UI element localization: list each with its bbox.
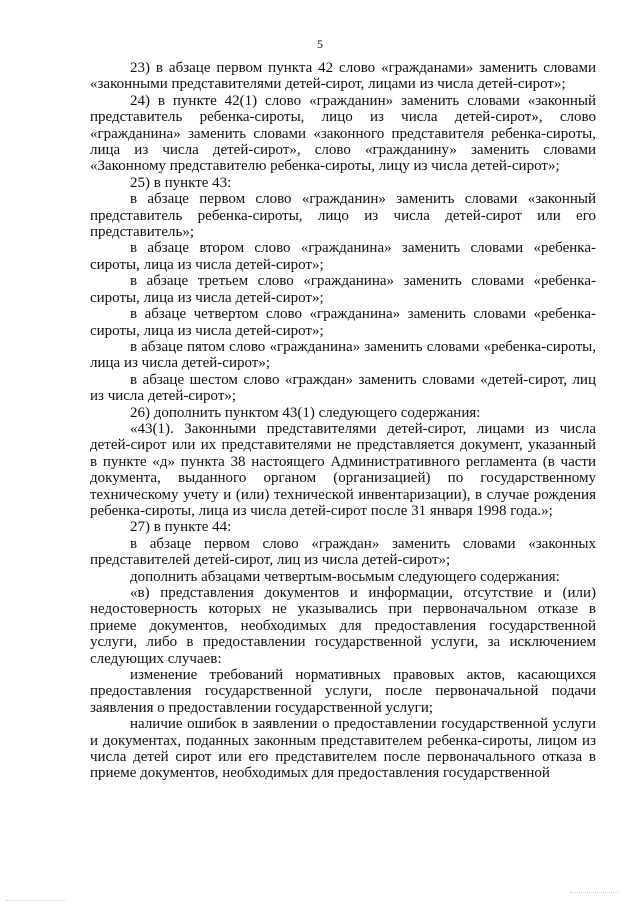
paragraph-item-25-para-5: в абзаце пятом слово «гражданина» заменить словами «ребенка-сироты, лица из числа детей-сирот»; xyxy=(90,338,596,372)
paragraph-item-24: 24) в пункте 42(1) слово «гражданин» заменить словами «законный представитель ребенка-сироты, лицо из числа детей-сирот», слово «гражданина» заменить словами «законного представителя ребенка-сироты, лица из числа детей-сирот», слово «гражданину» заменить словами «Законному представителю ребенка-сироты, лицу из числа детей-сирот»; xyxy=(90,92,596,175)
paragraph-item-25-para-2: в абзаце втором слово «гражданина» заменить словами «ребенка-сироты, лица из числа детей-сирот»; xyxy=(90,240,596,273)
paragraph-item-25-para-1: в абзаце первом слово «гражданин» заменить словами «законный представитель ребенка-сироты, лицо из числа детей-сирот или его представитель»; xyxy=(90,191,596,241)
paragraph-item-27-case-1: изменение требований нормативных правовых актов, касающихся предоставления государственной услуги, после первоначальной подачи заявления о предоставлении государственной услуги; xyxy=(90,667,596,716)
paragraph-item-26: 26) дополнить пунктом 43(1) следующего содержания: xyxy=(130,404,481,421)
paragraph-item-26-content: «43(1). Законными представителями детей-сирот, лицами из числа детей-сирот или их представителями не представляется документ, указанный в пункте «д» пункта 38 настоящего Административного регламента (в части документа, выданного органом (организацией) по государственному техническому учету и (или) технической инвентаризации), в случае рождения ребенка-сироты, лица из числа детей-сирот после 31 января 1998 года.»; xyxy=(90,420,596,519)
document-body xyxy=(90,60,596,782)
paragraph-item-25: 25) в пункте 43: xyxy=(130,174,232,191)
paragraph-item-27-para-1: в абзаце первом слово «граждан» заменить словами «законных представителей детей-сирот, лиц из числа детей-сирот»; xyxy=(90,535,596,569)
paragraph-item-25-para-6: в абзаце шестом слово «граждан» заменить словами «детей-сирот, лиц из числа детей-сирот»; xyxy=(90,371,596,405)
paragraph-item-27-case-2: наличие ошибок в заявлении о предоставлении государственной услуги и документах, поданных законным представителем ребенка-сироты, лицом из числа детей сирот или его представителем после первоначального отказа в приеме документов, необходимых для предоставления государственной xyxy=(90,716,596,782)
paragraph-item-23: 23) в абзаце первом пункта 42 слово «гражданами» заменить словами «законными представителями детей-сирот, лицами из числа детей-сирот»; xyxy=(90,60,596,93)
page-number: 5 xyxy=(317,37,323,51)
paragraph-item-27-add: дополнить абзацами четвертым-восьмым следующего содержания: xyxy=(130,568,560,585)
scan-artifact-left xyxy=(6,898,66,901)
paragraph-item-27-sub-v: «в) представления документов и информации, отсутствие и (или) недостоверность которых не указывались при первоначальном отказе в приеме документов, необходимых для предоставления государственной услуги, либо в предоставлении государственной услуги, за исключением следующих случаев: xyxy=(90,585,596,667)
paragraph-item-27: 27) в пункте 44: xyxy=(130,519,232,536)
paragraph-item-25-para-4: в абзаце четвертом слово «гражданина» заменить словами «ребенка-сироты, лица из числа детей-сирот»; xyxy=(90,306,596,339)
scan-artifact-right xyxy=(570,884,618,893)
paragraph-item-25-para-3: в абзаце третьем слово «гражданина» заменить словами «ребенка-сироты, лица из числа детей-сирот»; xyxy=(90,273,596,306)
